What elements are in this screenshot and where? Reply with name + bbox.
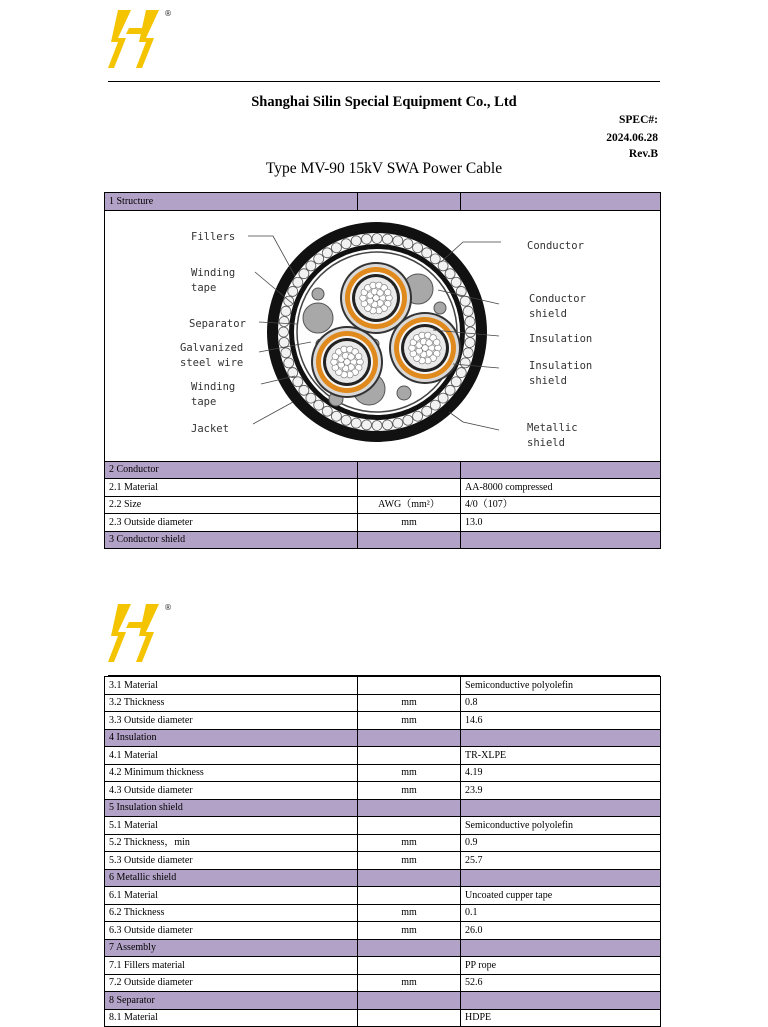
header-rule — [108, 81, 660, 82]
spec-date: 2024.06.28 — [606, 132, 658, 144]
cell-label: 3.2 Thickness — [105, 694, 358, 712]
cell-unit — [358, 939, 461, 957]
steel-wire — [298, 268, 308, 278]
steel-wire — [464, 337, 474, 347]
label-winding-tape-1b: tape — [190, 281, 216, 294]
steel-wire — [463, 347, 473, 357]
cell-value: 14.6 — [461, 712, 661, 730]
steel-wire — [351, 235, 361, 245]
cell-label: 7 Assembly — [105, 939, 358, 957]
section-header-row — [105, 729, 661, 747]
cell-unit: mm — [358, 764, 461, 782]
section-header-row — [105, 531, 661, 549]
label-conductor: Conductor — [526, 239, 584, 252]
company-name: Shanghai Silin Special Equipment Co., Ltd — [251, 94, 517, 110]
steel-wire — [331, 411, 341, 421]
steel-wire — [361, 234, 371, 244]
cell-unit — [358, 729, 461, 747]
cell-value — [461, 992, 661, 1010]
steel-wire — [445, 268, 455, 278]
cell-label: 2.1 Material — [105, 479, 358, 497]
steel-wire — [279, 316, 289, 326]
cell-label: 4 Insulation — [105, 729, 358, 747]
steel-wire — [287, 367, 297, 377]
steel-wire — [430, 400, 440, 410]
steel-wire — [465, 327, 475, 337]
steel-wire — [392, 235, 402, 245]
cell-unit: mm — [358, 514, 461, 532]
cell-label: 6.1 Material — [105, 887, 358, 905]
table-row — [105, 817, 661, 835]
steel-wire — [331, 242, 341, 252]
cell-unit — [358, 817, 461, 835]
section-header-row — [105, 193, 661, 211]
cell-label: 6.3 Outside diameter — [105, 922, 358, 940]
table-row — [105, 957, 661, 975]
cell-unit — [358, 531, 461, 549]
steel-wire — [421, 247, 431, 257]
cell-label: 8.1 Material — [105, 1009, 358, 1027]
cell-value: 0.1 — [461, 904, 661, 922]
registered-mark: ® — [164, 9, 172, 18]
cell-unit: mm — [358, 852, 461, 870]
steel-wire — [313, 253, 323, 263]
section-header-row — [105, 799, 661, 817]
table-row — [105, 852, 661, 870]
steel-wire — [280, 306, 290, 316]
cell-value: 25.7 — [461, 852, 661, 870]
label-metallic-shield-2: shield — [526, 436, 565, 449]
spec-revision: Rev.B — [628, 148, 658, 160]
cell-unit: mm — [358, 694, 461, 712]
steel-wire — [341, 238, 351, 248]
table-row — [105, 496, 661, 514]
steel-wire — [451, 277, 461, 287]
steel-wire — [445, 385, 455, 395]
label-winding-tape-2b: tape — [190, 395, 216, 408]
steel-wire — [456, 367, 466, 377]
cell-label: 7.2 Outside diameter — [105, 974, 358, 992]
cell-value — [461, 869, 661, 887]
cell-unit: mm — [358, 904, 461, 922]
cell-unit — [358, 479, 461, 497]
cell-label: 5.1 Material — [105, 817, 358, 835]
steel-wire — [430, 253, 440, 263]
label-winding-tape-2a: Winding — [190, 380, 235, 393]
table-row — [105, 904, 661, 922]
label-insulation-shield-1: Insulation — [528, 359, 592, 372]
steel-wire — [372, 420, 382, 430]
table-row — [105, 974, 661, 992]
cell-label: 8 Separator — [105, 992, 358, 1010]
label-metallic-shield-1: Metallic — [526, 421, 578, 434]
cell-value: 0.9 — [461, 834, 661, 852]
cell-value — [461, 939, 661, 957]
steel-wire — [322, 247, 332, 257]
cell-unit: AWG（mm²） — [358, 496, 461, 514]
cell-value — [461, 531, 661, 549]
cell-label: 4.3 Outside diameter — [105, 782, 358, 800]
label-insulation: Insulation — [528, 332, 592, 345]
spec-number-label: SPEC#: — [619, 114, 658, 126]
table-row — [105, 514, 661, 532]
cell-label: 1 Structure — [105, 193, 358, 211]
label-insulation-shield-2: shield — [528, 374, 567, 387]
steel-wire — [313, 400, 323, 410]
table-row — [105, 922, 661, 940]
cell-value: 0.8 — [461, 694, 661, 712]
steel-wire — [305, 393, 315, 403]
company-logo-page2 — [106, 600, 176, 666]
label-separator: Separator — [188, 317, 246, 330]
cell-unit — [358, 461, 461, 479]
label-fillers: Fillers — [190, 230, 235, 243]
steel-wire — [412, 242, 422, 252]
steel-wire — [279, 337, 289, 347]
cell-unit — [358, 887, 461, 905]
cell-value — [461, 193, 661, 211]
cell-value: Uncoated cupper tape — [461, 887, 661, 905]
cell-label: 5 Insulation shield — [105, 799, 358, 817]
section-header-row — [105, 992, 661, 1010]
table-row — [105, 887, 661, 905]
steel-wire — [421, 406, 431, 416]
steel-wire — [402, 238, 412, 248]
steel-wire — [460, 296, 470, 306]
cell-label: 4.1 Material — [105, 747, 358, 765]
cell-value: TR-XLPE — [461, 747, 661, 765]
cell-unit: mm — [358, 974, 461, 992]
cell-label: 2 Conductor — [105, 461, 358, 479]
cell-unit: mm — [358, 782, 461, 800]
cell-value — [461, 729, 661, 747]
cell-unit — [358, 869, 461, 887]
structure-figure-cell — [105, 210, 661, 461]
cell-label: 3.3 Outside diameter — [105, 712, 358, 730]
steel-wire — [305, 260, 315, 270]
cell-label: 3 Conductor shield — [105, 531, 358, 549]
steel-wire — [298, 385, 308, 395]
cell-value — [461, 799, 661, 817]
steel-wire — [402, 415, 412, 425]
cell-unit — [358, 747, 461, 765]
cell-label: 6 Metallic shield — [105, 869, 358, 887]
cell-value: 52.6 — [461, 974, 661, 992]
label-galvanized-2: steel wire — [179, 356, 243, 369]
steel-wire — [292, 277, 302, 287]
cable-core — [311, 326, 383, 398]
cell-unit: mm — [358, 712, 461, 730]
steel-wire — [287, 286, 297, 296]
cell-value: HDPE — [461, 1009, 661, 1027]
cell-unit — [358, 677, 461, 695]
spec-table-page1 — [104, 192, 661, 549]
label-conductor-shield-2: shield — [528, 307, 567, 320]
cell-value: 13.0 — [461, 514, 661, 532]
section-header-row — [105, 939, 661, 957]
cell-value: 4/0（107） — [461, 496, 661, 514]
cell-value: PP rope — [461, 957, 661, 975]
label-jacket: Jacket — [190, 422, 229, 435]
table-row — [105, 712, 661, 730]
steel-wire — [283, 357, 293, 367]
document-title: Type MV-90 15kV SWA Power Cable — [265, 160, 503, 177]
cell-unit — [358, 799, 461, 817]
cell-value: AA-8000 compressed — [461, 479, 661, 497]
steel-wire — [438, 260, 448, 270]
cell-value: 26.0 — [461, 922, 661, 940]
steel-wire — [351, 418, 361, 428]
cell-label: 7.1 Fillers material — [105, 957, 358, 975]
steel-wire — [451, 376, 461, 386]
cell-value — [461, 461, 661, 479]
table-row — [105, 764, 661, 782]
section-header-row — [105, 869, 661, 887]
steel-wire — [392, 418, 402, 428]
spec-table-page2 — [104, 676, 661, 1027]
label-galvanized-1: Galvanized — [179, 341, 243, 354]
steel-wire — [382, 419, 392, 429]
steel-wire — [372, 233, 382, 243]
cell-value: 23.9 — [461, 782, 661, 800]
cell-label: 6.2 Thickness — [105, 904, 358, 922]
company-logo — [106, 6, 176, 72]
steel-wire — [412, 411, 422, 421]
steel-wire — [280, 347, 290, 357]
cell-unit — [358, 193, 461, 211]
cable-cross-section-diagram — [163, 212, 603, 460]
table-row — [105, 782, 661, 800]
cell-label: 3.1 Material — [105, 677, 358, 695]
cell-label: 5.3 Outside diameter — [105, 852, 358, 870]
table-row — [105, 747, 661, 765]
steel-wire — [464, 316, 474, 326]
table-row — [105, 677, 661, 695]
steel-wire — [361, 419, 371, 429]
steel-wire — [382, 234, 392, 244]
table-row — [105, 479, 661, 497]
steel-wire — [438, 393, 448, 403]
label-conductor-shield-1: Conductor — [528, 292, 586, 305]
table-row — [105, 694, 661, 712]
registered-mark-page2: ® — [164, 603, 172, 612]
cell-unit — [358, 992, 461, 1010]
cell-unit — [358, 957, 461, 975]
steel-wire — [292, 376, 302, 386]
steel-wire — [463, 306, 473, 316]
cell-value: Semiconductive polyolefin — [461, 677, 661, 695]
table-row — [105, 834, 661, 852]
steel-wire — [460, 357, 470, 367]
cell-label: 4.2 Minimum thickness — [105, 764, 358, 782]
cell-value: 4.19 — [461, 764, 661, 782]
structure-figure-row — [105, 210, 661, 461]
section-header-row — [105, 461, 661, 479]
cell-label: 5.2 Thickness，min — [105, 834, 358, 852]
cell-unit: mm — [358, 834, 461, 852]
steel-wire — [341, 415, 351, 425]
cell-label: 2.2 Size — [105, 496, 358, 514]
cell-unit: mm — [358, 922, 461, 940]
cell-value: Semiconductive polyolefin — [461, 817, 661, 835]
cell-label: 2.3 Outside diameter — [105, 514, 358, 532]
cable-core — [389, 312, 461, 384]
steel-wire — [322, 406, 332, 416]
label-winding-tape-1a: Winding — [190, 266, 235, 279]
steel-wire — [278, 327, 288, 337]
